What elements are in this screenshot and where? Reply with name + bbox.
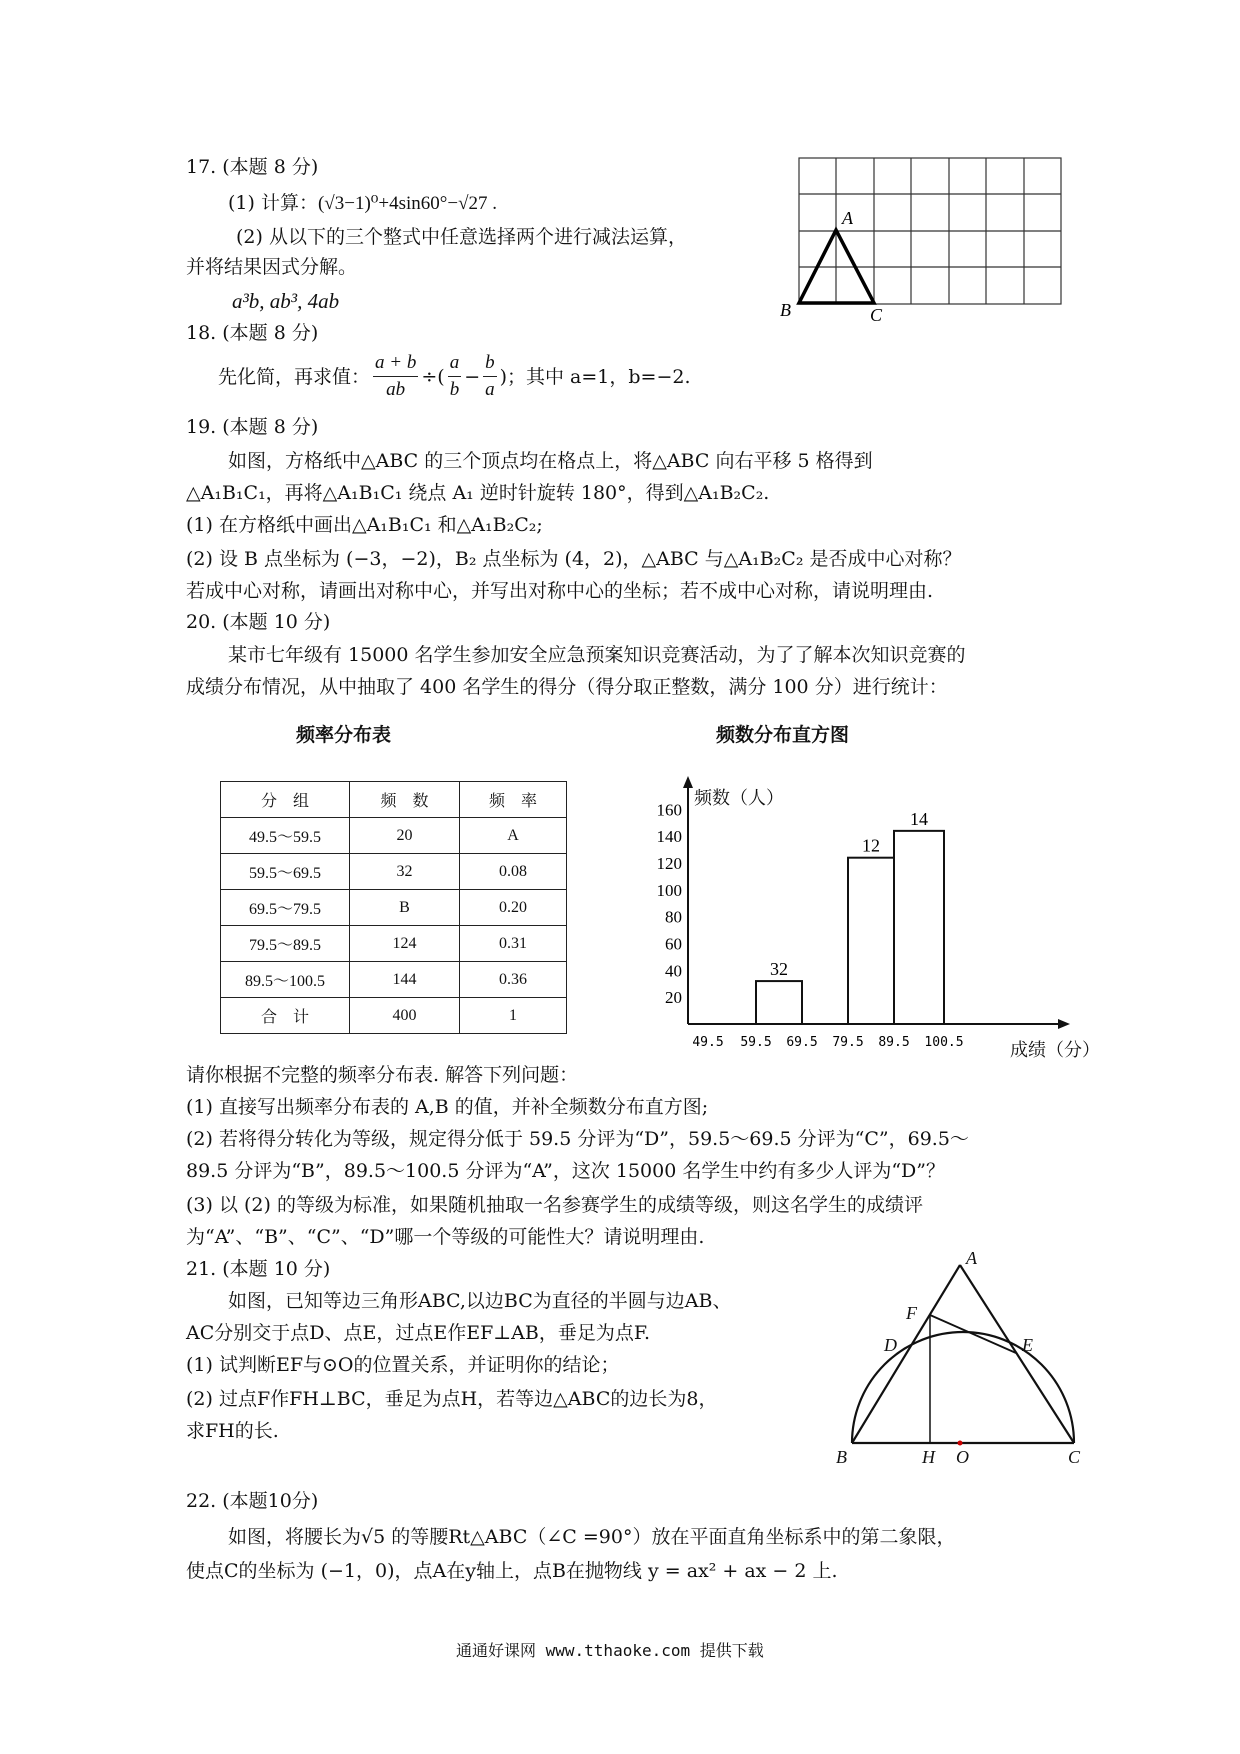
q18-suffix: )；其中 a=1，b=−2. [499,365,691,388]
q20-line1: 某市七年级有 15000 名学生参加安全应急预案知识竞赛活动，为了了解本次知识竞赛的 [228,644,966,666]
q19-line3: (1) 在方格纸中画出△A₁B₁C₁ 和△A₁B₂C₂; [186,514,543,536]
table-cell: 32 [350,854,460,890]
table-header-row [221,782,567,818]
table-cell: 124 [350,926,460,962]
q17-part2-line1: (2) 从以下的三个整式中任意选择两个进行减法运算， [236,226,687,248]
q18-frac1 [373,350,418,403]
q18-header: 18. (本题 8 分) [186,322,319,344]
bar-value-label: 12 [862,835,880,856]
y-tick-label: 100 [656,880,682,900]
label-a: A [842,208,853,228]
q21-header: 21. (本题 10 分) [186,1258,331,1280]
table-row [221,890,567,926]
table-row [221,998,567,1034]
histogram-bar [756,981,802,1024]
q20-line2: 成绩分布情况，从中抽取了 400 名学生的得分（得分取正整数，满分 100 分）进行统计： [186,676,948,698]
label-c: C [1068,1447,1081,1465]
x-axis-label: 成绩（分） [1010,1040,1100,1061]
q18-prefix: 先化简，再求值： [218,365,371,388]
q18-frac3-den: a [485,379,495,400]
q17-part1-label: (1) 计算： [228,192,318,214]
histogram-bar [894,831,944,1024]
x-tick-label: 100.5 [924,1035,964,1050]
table-cell: 1 [460,998,567,1034]
table-row [221,926,567,962]
q22-line2: 使点C的坐标为 (−1，0)，点A在y轴上，点B在抛物线 y = ax² + ax − 2 上. [186,1560,838,1582]
q18-frac3-num: b [483,350,497,377]
table-cell: 0.20 [460,890,567,926]
table-row [221,962,567,998]
q20-q2a: (2) 若将得分转化为等级，规定得分低于 59.5 分评为“D”，59.5～69.5 分评为“C”，69.5～ [186,1128,969,1150]
q17-terms: a³b, ab³, 4ab [232,289,340,313]
chart-title: 频数分布直方图 [716,724,850,746]
q21-line4: (2) 过点F作FH⊥BC，垂足为点H，若等边△ABC的边长为8， [186,1388,718,1410]
q21-line3: (1) 试判断EF与⊙O的位置关系，并证明你的结论； [186,1354,620,1376]
table-cell: 0.31 [460,926,567,962]
y-tick-label: 80 [665,907,682,927]
y-tick-label: 140 [656,827,682,847]
table-row [221,854,567,890]
q18-expression [218,350,691,403]
table-cell: 20 [350,818,460,854]
q18-frac2-num: a [448,350,462,377]
x-tick-label: 49.5 [692,1035,724,1050]
y-tick-label: 20 [665,988,682,1008]
bar-value-label: 32 [770,959,788,980]
triangle-semicircle-figure [830,1245,1100,1465]
y-tick-label: 60 [665,934,682,954]
table-cell: B [350,890,460,926]
q18-minus: − [464,365,481,388]
x-tick-label: 79.5 [832,1035,864,1050]
label-b: B [780,300,791,320]
frequency-table [220,781,567,1034]
table-cell: 49.5～59.5 [221,818,350,854]
y-tick-label: 120 [656,854,682,874]
table-cell: A [460,818,567,854]
y-axis-arrow [683,776,693,788]
q21-line2: AC分别交于点D、点E，过点E作EF⊥AB，垂足为点F. [186,1322,651,1344]
table-cell: 89.5～100.5 [221,962,350,998]
label-b: B [836,1447,847,1465]
q20-q1: (1) 直接写出频率分布表的 A,B 的值，并补全频数分布直方图; [186,1096,709,1118]
table-cell: 144 [350,962,460,998]
bar-value-label: 14 [910,808,928,829]
table-cell: 79.5～89.5 [221,926,350,962]
table-cell: 59.5～69.5 [221,854,350,890]
q20-q2b: 89.5 分评为“B”，89.5～100.5 分评为“A”，这次 15000 名学生中约有多少人评为“D”？ [186,1160,946,1182]
q19-line4: (2) 设 B 点坐标为 (−3，−2)，B₂ 点坐标为 (4，2)，△ABC 与△A₁B₂C₂ 是否成中心对称？ [186,548,962,570]
q22-header: 22. (本题10分) [186,1490,319,1512]
x-tick-label: 89.5 [878,1035,910,1050]
q18-div: ÷( [421,365,445,388]
table-cell: 400 [350,998,460,1034]
q21-line1: 如图，已知等边三角形ABC,以边BC为直径的半圆与边AB、 [228,1290,732,1312]
y-axis-label: 频数（人） [694,788,784,809]
side-ab [852,1265,960,1443]
label-h: H [922,1447,935,1465]
q20-q3b: 为“A”、“B”、“C”、“D”哪一个等级的可能性大？请说明理由. [186,1226,705,1248]
histogram-bar [848,858,894,1024]
q17-part1 [228,188,497,219]
table-header-cell: 频 数 [350,782,460,818]
side-ac [960,1265,1074,1443]
y-tick-label: 40 [665,961,682,981]
grid-figure [780,150,1080,330]
q17-header: 17. (本题 8 分) [186,156,319,178]
x-tick-label: 59.5 [740,1035,772,1050]
center-point-o [958,1441,963,1446]
table-cell: 0.08 [460,854,567,890]
table-cell: 合 计 [221,998,350,1034]
q22-line1: 如图，将腰长为√5 的等腰Rt△ABC（∠C =90°）放在平面直角坐标系中的第二象限， [228,1526,956,1548]
label-c: C [870,305,883,325]
q19-header: 19. (本题 8 分) [186,416,319,438]
table-row [221,818,567,854]
q18-frac2-den: b [449,379,460,400]
q20-header: 20. (本题 10 分) [186,611,331,633]
label-d: D [884,1335,897,1355]
histogram [640,776,1110,1066]
x-axis-arrow [1058,1019,1070,1029]
label-e: E [1022,1335,1033,1355]
q18-frac3 [483,350,497,403]
q19-line1: 如图，方格纸中△ABC 的三个顶点均在格点上，将△ABC 向右平移 5 格得到 [228,450,873,472]
q20-q3a: (3) 以 (2) 的等级为标准，如果随机抽取一名参赛学生的成绩等级，则这名学生的成绩评 [186,1194,923,1216]
label-o: O [956,1447,969,1465]
q18-frac1-num: a + b [373,350,418,377]
x-tick-label: 69.5 [786,1035,818,1050]
table-header-cell: 分 组 [221,782,350,818]
table-title: 频率分布表 [296,724,392,746]
footer-text: 通通好课网 www.tthaoke.com 提供下载 [456,1641,764,1660]
q17-part1-expr: (√3−1)⁰+4sin60°−√27 . [317,193,498,214]
q18-frac2 [448,350,462,403]
label-a: A [966,1248,977,1268]
q18-frac1-den: ab [386,379,406,400]
y-tick-label: 160 [656,800,682,820]
q19-line5: 若成中心对称，请画出对称中心，并写出对称中心的坐标；若不成中心对称，请说明理由. [186,580,934,602]
q19-line2: △A₁B₁C₁，再将△A₁B₁C₁ 绕点 A₁ 逆时针旋转 180°，得到△A₁B₂C₂. [186,482,770,504]
label-f: F [906,1303,917,1323]
q21-line5: 求FH的长. [186,1420,279,1442]
table-header-cell: 频 率 [460,782,567,818]
table-cell: 69.5～79.5 [221,890,350,926]
q20-intro: 请你根据不完整的频率分布表. 解答下列问题： [186,1064,579,1086]
q17-part2-line2: 并将结果因式分解。 [186,256,358,278]
table-cell: 0.36 [460,962,567,998]
